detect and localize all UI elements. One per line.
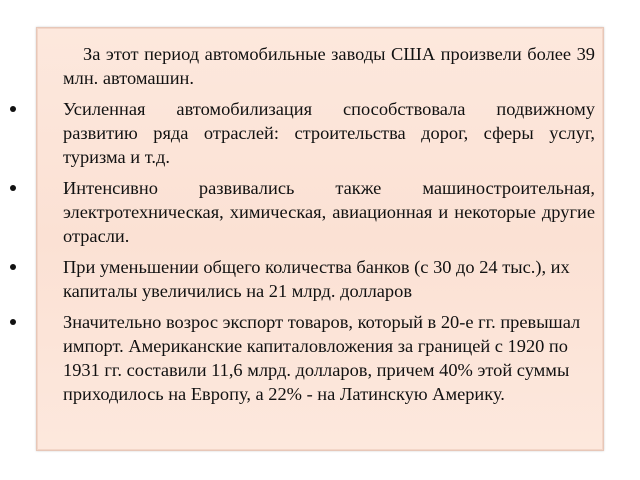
bullet-text: Значительно возрос экспорт товаров, который в 20-е гг. превышал импорт. Американские капиталовложения за границей с 1920 по 1931 гг. составили 11,6 млрд. долларов, причем 40% этой суммы приходилось на Европу, а 22% - на Латинскую Америку. — [63, 312, 581, 404]
bullet-dot-icon — [10, 106, 16, 112]
bullet-item — [37, 255, 605, 303]
bullet-text: Усиленная автомобилизация способствовала подвижному развитию ряда отраслей: строительства дорог, сферы услуг, туризма и т.д. — [63, 99, 595, 167]
text-block — [37, 42, 605, 406]
bullet-list — [37, 97, 605, 406]
bullet-text: При уменьшении общего количества банков (с 30 до 24 тыс.), их капиталы увеличились на 21 млрд. долларов — [63, 257, 570, 301]
slide-content-box — [36, 27, 604, 451]
bullet-text: Интенсивно развивались также машиностроительная, электротехническая, химическая, авиационная и некоторые другие отрасли. — [63, 178, 595, 246]
intro-paragraph: За этот период автомобильные заводы США произвели более 39 млн. автомашин. — [63, 44, 595, 88]
bullet-item — [37, 97, 605, 169]
bullet-dot-icon — [10, 319, 16, 325]
bullet-item — [37, 176, 605, 248]
bullet-dot-icon — [10, 264, 16, 270]
bullet-item — [37, 310, 605, 406]
bullet-dot-icon — [10, 185, 16, 191]
